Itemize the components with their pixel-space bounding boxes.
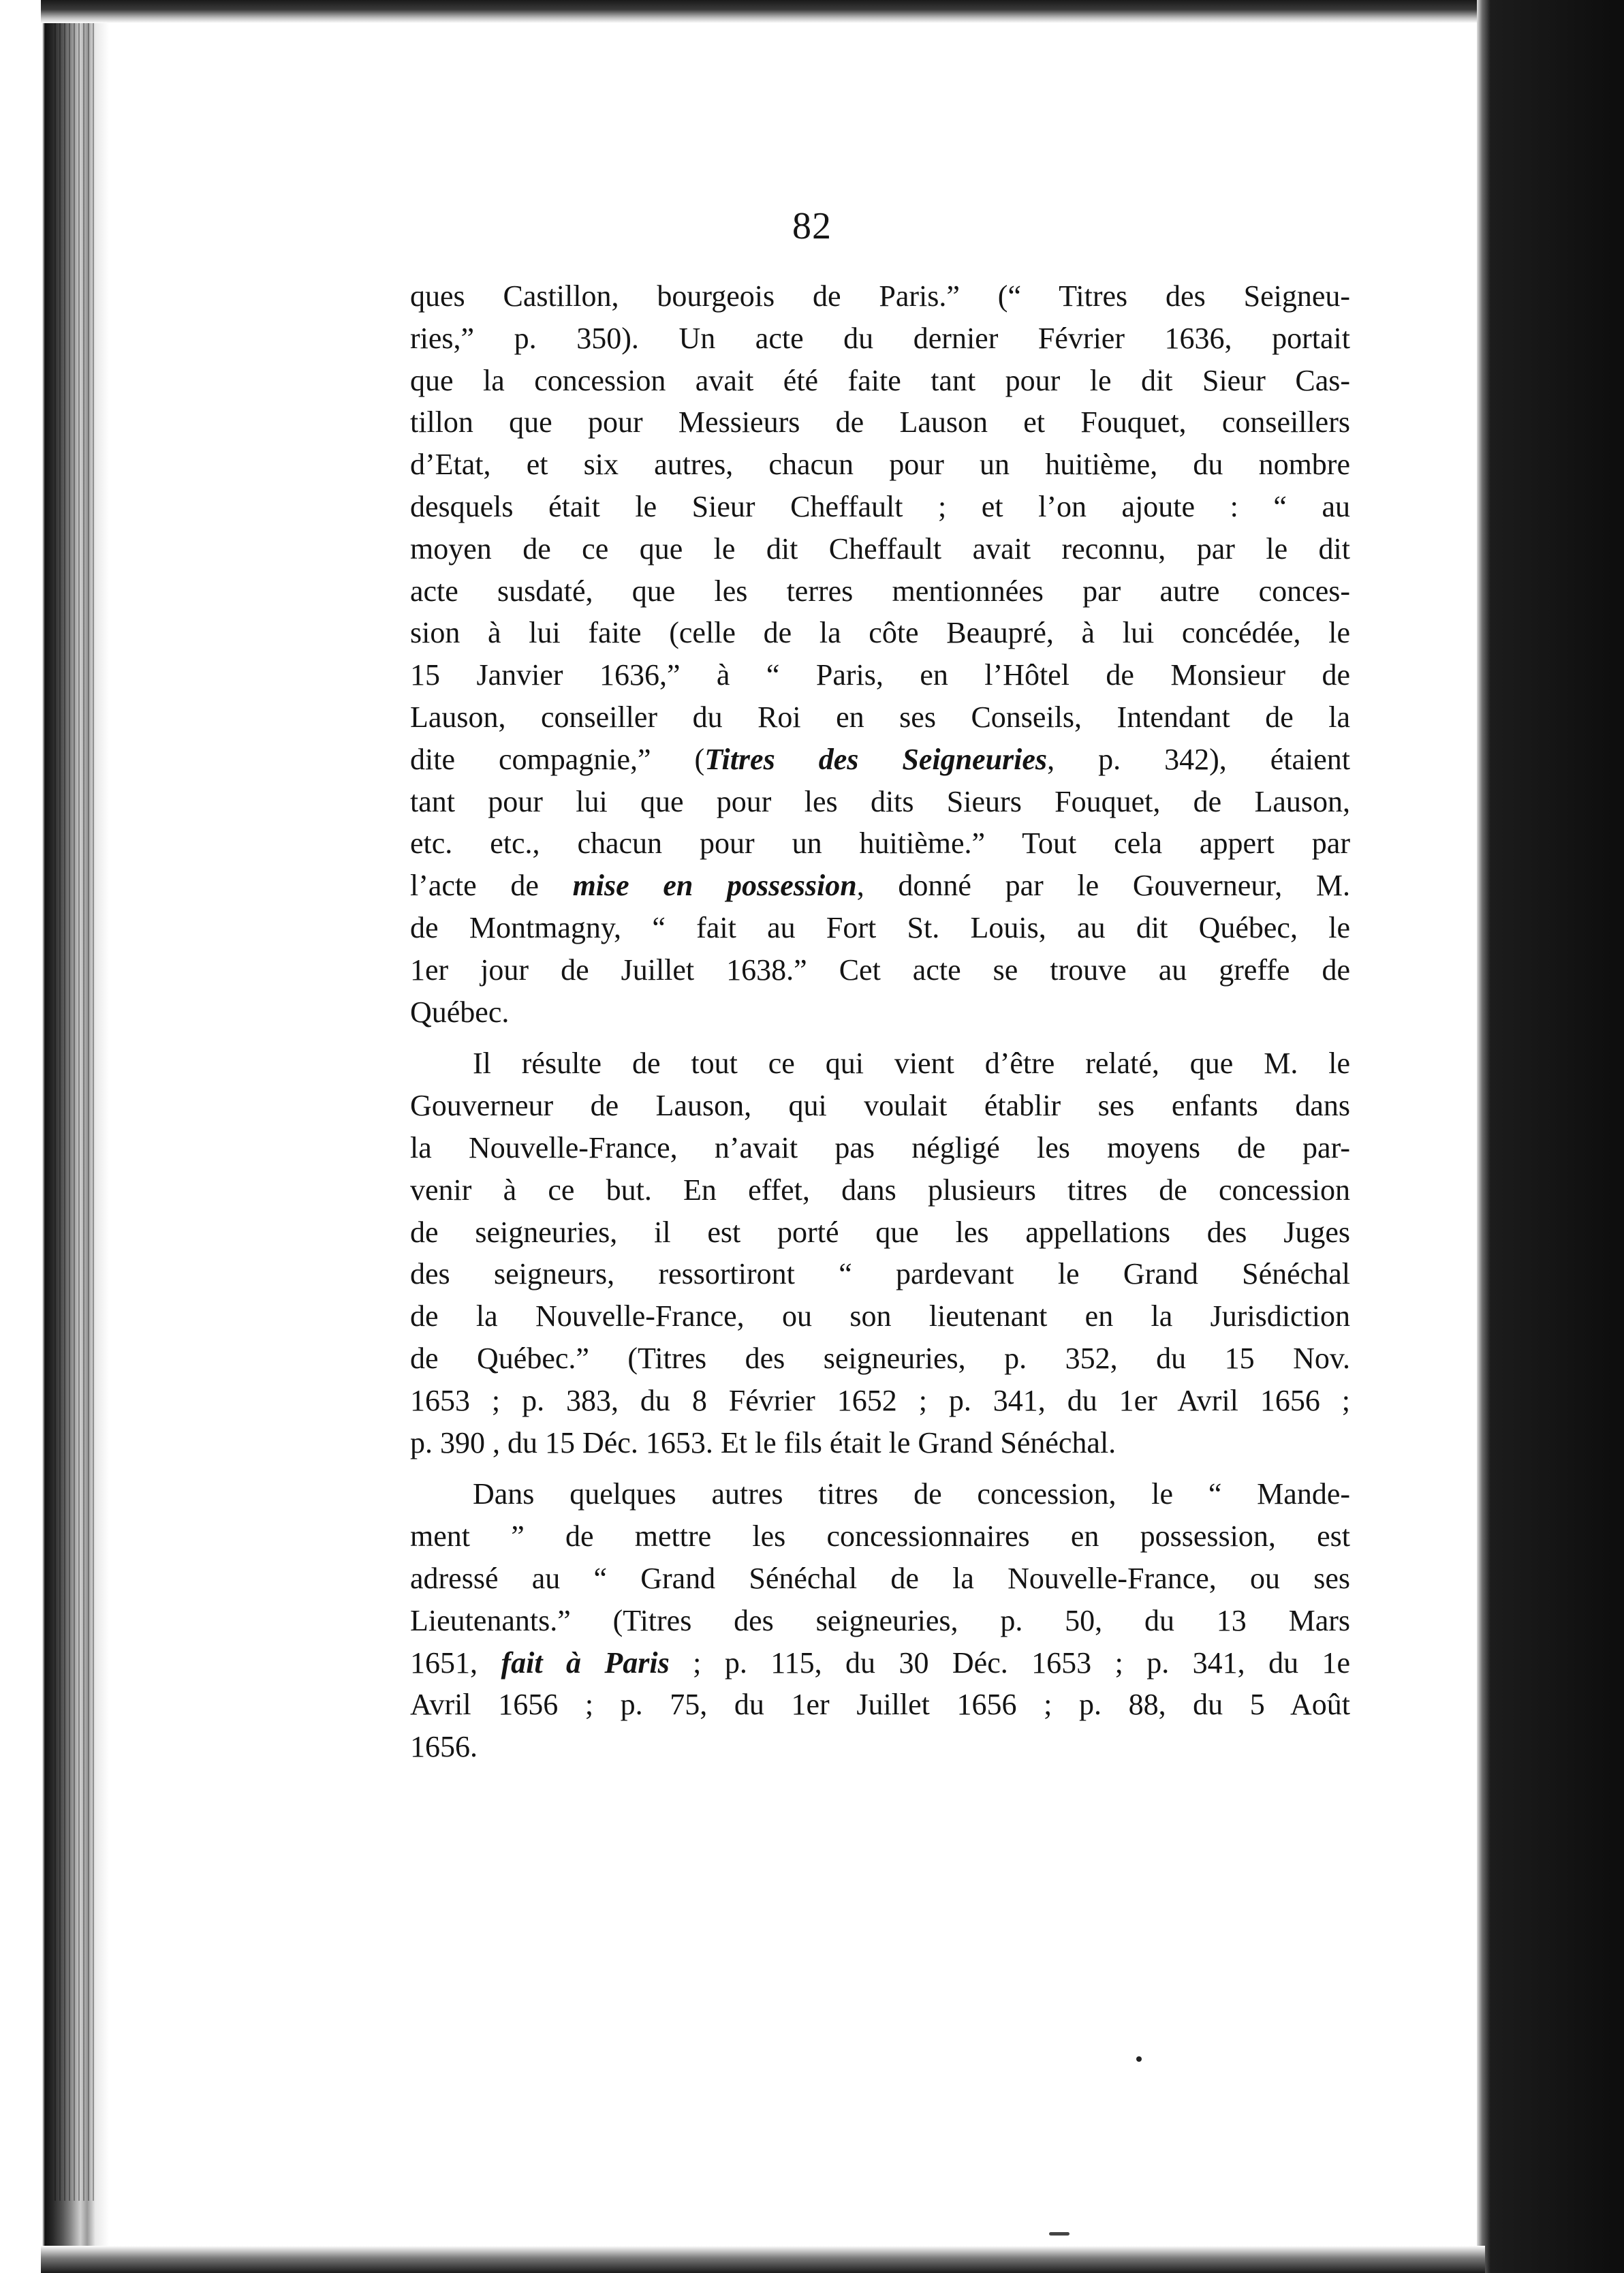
text-segment: d’Etat, et six autres, chacun pour un huitième, du nombre	[410, 448, 1350, 482]
text-segment: la Nouvelle-France, n’avait pas négligé les moyens de par-	[410, 1130, 1350, 1164]
text-segment: de Québec.” (Titres des seigneuries, p. 352, du 15 Nov.	[410, 1341, 1350, 1375]
text-line	[410, 612, 1350, 654]
text-line	[410, 275, 1350, 318]
text-line	[410, 949, 1350, 991]
text-line	[410, 1726, 1350, 1768]
ink-speck	[1136, 2056, 1142, 2062]
scan-bottom-border	[41, 2246, 1485, 2273]
text-line	[410, 1085, 1350, 1127]
text-line	[410, 401, 1350, 444]
text-segment: tant pour lui que pour les dits Sieurs Fouquet, de Lauson,	[410, 784, 1350, 818]
text-line	[410, 1600, 1350, 1642]
text-line	[410, 654, 1350, 696]
text-segment: desquels était le Sieur Cheffault ; et l’on ajoute : “ au	[410, 489, 1350, 523]
text-line	[410, 865, 1350, 907]
text-line	[410, 1642, 1350, 1684]
text-line	[410, 696, 1350, 739]
text-segment: Avril 1656 ; p. 75, du 1er Juillet 1656 ; p. 88, du 5 Août	[410, 1688, 1350, 1722]
text-line	[410, 1127, 1350, 1169]
text-line	[410, 1558, 1350, 1600]
text-line	[410, 1253, 1350, 1295]
paragraph-gap	[410, 1033, 1350, 1042]
text-segment: dite compagnie,” (	[410, 742, 705, 776]
text-segment: 1653 ; p. 383, du 8 Février 1652 ; p. 341, du 1er Avril 1656 ;	[410, 1383, 1350, 1417]
text-line	[410, 1295, 1350, 1337]
text-segment: des seigneurs, ressortiront “ pardevant le Grand Sénéchal	[410, 1257, 1350, 1291]
text-segment: tillon que pour Messieurs de Lauson et Fouquet, conseillers	[410, 405, 1350, 439]
text-line	[410, 1515, 1350, 1558]
text-segment: ; p. 115, du 30 Déc. 1653 ; p. 341, du 1e	[669, 1645, 1351, 1680]
text-segment: , donné par le Gouverneur, M.	[856, 869, 1351, 903]
binding-page-edges	[54, 20, 95, 2201]
text-line	[410, 1473, 1350, 1515]
paragraph-gap	[410, 1464, 1350, 1473]
text-segment: Dans quelques autres titres de concession, le “ Mande-	[473, 1477, 1350, 1511]
text-segment: Lauson, conseiller du Roi en ses Conseils, Intendant de la	[410, 700, 1350, 734]
emphasized-text: fait à Paris	[501, 1645, 670, 1680]
text-line	[410, 991, 1350, 1034]
scan-top-border	[41, 0, 1485, 23]
text-segment: 1656.	[410, 1730, 478, 1764]
text-segment: Québec.	[410, 995, 510, 1029]
text-line	[410, 486, 1350, 528]
text-segment: de seigneuries, il est porté que les appellations des Juges	[410, 1215, 1350, 1249]
text-line	[410, 528, 1350, 570]
text-segment: de la Nouvelle-France, ou son lieutenant en la Jurisdiction	[410, 1299, 1350, 1333]
text-segment: que la concession avait été faite tant pour le dit Sieur Cas-	[410, 363, 1350, 397]
scan-right-border	[1477, 0, 1624, 2273]
text-segment: p. 390 , du 15 Déc. 1653. Et le fils était le Grand Sénéchal.	[410, 1425, 1116, 1459]
emphasized-text: mise en possession	[572, 869, 857, 903]
text-segment: adressé au “ Grand Sénéchal de la Nouvelle-France, ou ses	[410, 1561, 1350, 1595]
text-line	[410, 1169, 1350, 1211]
text-segment: sion à lui faite (celle de la côte Beaupré, à lui concédée, le	[410, 616, 1350, 650]
text-segment: Il résulte de tout ce qui vient d’être relaté, que M. le	[473, 1047, 1350, 1081]
text-line	[410, 444, 1350, 486]
text-line	[410, 1422, 1350, 1464]
text-segment: 1er jour de Juillet 1638.” Cet acte se trouve au greffe de	[410, 953, 1350, 987]
text-line	[410, 360, 1350, 402]
text-segment: venir à ce but. En effet, dans plusieurs titres de concession	[410, 1173, 1350, 1207]
text-line	[410, 1042, 1350, 1085]
text-segment: de Montmagny, “ fait au Fort St. Louis, au dit Québec, le	[410, 910, 1350, 944]
text-segment: 1651,	[410, 1645, 501, 1680]
text-segment: 15 Janvier 1636,” à “ Paris, en l’Hôtel de Monsieur de	[410, 658, 1350, 692]
text-segment: moyen de ce que le dit Cheffault avait reconnu, par le dit	[410, 531, 1350, 566]
text-segment: , p. 342), étaient	[1047, 742, 1350, 776]
text-line	[410, 781, 1350, 823]
text-line	[410, 1211, 1350, 1254]
text-segment: etc. etc., chacun pour un huitième.” Tout cela appert par	[410, 826, 1350, 861]
text-line	[410, 1684, 1350, 1726]
text-segment: acte susdaté, que les terres mentionnées par autre conces-	[410, 574, 1350, 608]
text-line	[410, 739, 1350, 781]
text-line	[410, 907, 1350, 949]
text-segment: ques Castillon, bourgeois de Paris.” (“ Titres des Seigneu-	[410, 279, 1350, 313]
text-segment: ries,” p. 350). Un acte du dernier Février 1636, portait	[410, 321, 1350, 355]
text-line	[410, 570, 1350, 613]
text-line	[410, 1337, 1350, 1380]
text-line	[410, 1380, 1350, 1422]
ink-speck	[1049, 2232, 1069, 2236]
text-line	[410, 318, 1350, 360]
text-line	[410, 822, 1350, 865]
body-text	[410, 275, 1350, 1768]
text-segment: l’acte de	[410, 869, 573, 903]
emphasized-text: Titres des Seigneuries	[704, 742, 1048, 776]
page-number: 82	[792, 205, 832, 247]
text-segment: Gouverneur de Lauson, qui voulait établir ses enfants dans	[410, 1089, 1350, 1123]
text-segment: ment ” de mettre les concessionnaires en possession, est	[410, 1519, 1350, 1553]
text-segment: Lieutenants.” (Titres des seigneuries, p. 50, du 13 Mars	[410, 1603, 1350, 1637]
